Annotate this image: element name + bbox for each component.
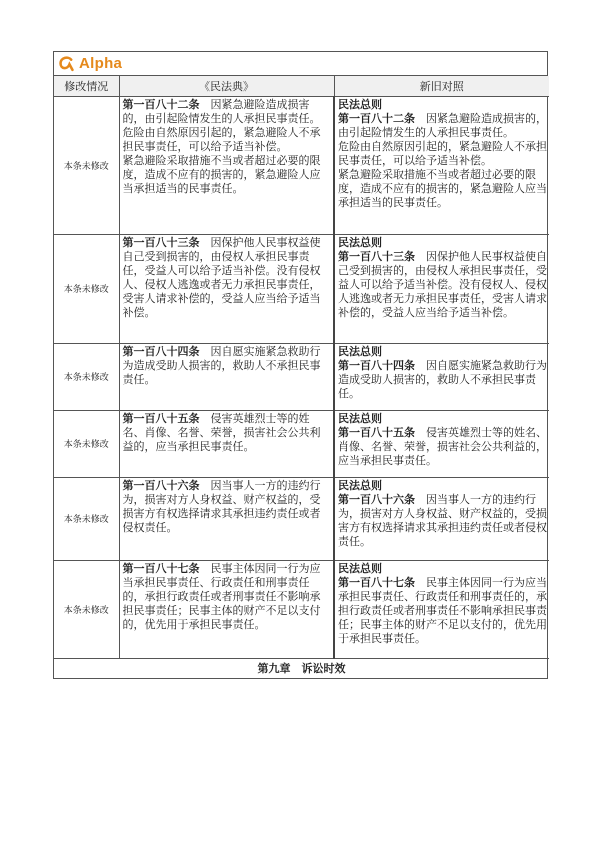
civil-code-cell <box>119 234 334 343</box>
document-frame <box>53 51 548 679</box>
source-law-label: 民法总则 <box>338 97 382 111</box>
table-row <box>54 410 549 477</box>
source-law-label: 民法总则 <box>338 561 382 575</box>
table-row <box>54 560 549 658</box>
brand-header <box>54 52 547 76</box>
table-row <box>54 96 549 234</box>
article-number: 第一百八十四条 <box>122 344 200 358</box>
article-text: 因保护他人民事权益使自己受到损害的，由侵权人承担民事责任，受益人可以给予适当补偿。没有侵权人、侵权人逃逸或者无力承担民事责任，受害人请求补偿的，受益人应当给予适当补偿。 <box>338 249 547 319</box>
article-text: 因紧急避险造成损害的，由引起险情发生的人承担民事责任。 危险由自然原因引起的，紧急避险人不承担民事责任，可以给予适当补偿。 紧急避险采取措施不当或者超过必要的限度，造成不应有的损害的，紧急避险人应当承担适当的民事责任。 <box>338 111 547 209</box>
status-cell <box>54 96 119 234</box>
chapter-row <box>54 658 549 678</box>
source-law-label: 民法总则 <box>338 478 382 492</box>
article-text: 因自愿实施紧急救助行为造成受助人损害的，救助人不承担民事责任。 <box>338 358 547 400</box>
status-text: 本条未修改 <box>63 440 109 450</box>
article-number: 第一百八十六条 <box>122 478 200 492</box>
article-text: 民事主体因同一行为应当承担民事责任、行政责任和刑事责任的，承担行政责任或者刑事责任不影响承担民事责任；民事主体的财产不足以支付的，优先用于承担民事责任。 <box>338 575 547 645</box>
article-text: 因紧急避险造成损害的，由引起险情发生的人承担民事责任。 危险由自然原因引起的，紧急避险人不承担民事责任，可以给予适当补偿。 紧急避险采取措施不当或者超过必要的限度，造成不应有的损害的，紧急避险人应当承担适当的民事责任。 <box>122 97 321 195</box>
status-text: 本条未修改 <box>63 373 109 383</box>
status-cell <box>54 234 119 343</box>
source-law-label: 民法总则 <box>338 344 382 358</box>
source-law-label: 民法总则 <box>338 411 382 425</box>
header-status: 修改情况 <box>54 76 119 96</box>
article-number: 第一百八十二条 <box>338 111 415 125</box>
status-cell <box>54 477 119 560</box>
brand-logo-text: Alpha <box>79 55 123 72</box>
civil-code-cell <box>119 343 334 410</box>
header-comparison: 新旧对照 <box>334 76 549 96</box>
table-row <box>54 343 549 410</box>
comparison-cell <box>334 560 549 658</box>
table-header-row <box>54 76 549 96</box>
article-text: 民事主体因同一行为应当承担民事责任、行政责任和刑事责任的，承担行政责任或者刑事责任不影响承担民事责任；民事主体的财产不足以支付的，优先用于承担民事责任。 <box>122 561 321 631</box>
status-cell <box>54 560 119 658</box>
article-text: 因当事人一方的违约行为，损害对方人身权益、财产权益的，受损害方有权选择请求其承担违约责任或者侵权责任。 <box>338 492 547 548</box>
article-number: 第一百八十二条 <box>122 97 200 111</box>
status-cell <box>54 410 119 477</box>
article-number: 第一百八十七条 <box>338 575 415 589</box>
article-number: 第一百八十五条 <box>338 425 415 439</box>
status-text: 本条未修改 <box>63 605 109 616</box>
status-cell <box>54 343 119 410</box>
comparison-cell <box>334 234 549 343</box>
table-row <box>54 477 549 560</box>
status-text: 本条未修改 <box>63 285 109 295</box>
civil-code-cell <box>119 410 334 477</box>
article-text: 侵害英雄烈士等的姓名、肖像、名誉、荣誉，损害社会公共利益的，应当承担民事责任。 <box>122 411 321 453</box>
article-text: 因当事人一方的违约行为，损害对方人身权益、财产权益的，受损害方有权选择请求其承担违约责任或者侵权责任。 <box>122 478 321 534</box>
article-text: 侵害英雄烈士等的姓名、肖像、名誉、荣誉，损害社会公共利益的，应当承担民事责任。 <box>338 425 547 467</box>
article-text: 因保护他人民事权益使自己受到损害的，由侵权人承担民事责任，受益人可以给予适当补偿。没有侵权人、侵权人逃逸或者无力承担民事责任，受害人请求补偿的，受益人应当给予适当补偿。 <box>122 235 321 319</box>
table-row <box>54 234 549 343</box>
comparison-cell <box>334 343 549 410</box>
article-number: 第一百八十五条 <box>122 411 200 425</box>
civil-code-cell <box>119 477 334 560</box>
status-text: 本条未修改 <box>63 515 109 525</box>
article-number: 第一百八十三条 <box>122 235 200 249</box>
civil-code-cell <box>119 560 334 658</box>
status-text: 本条未修改 <box>63 161 109 172</box>
article-number: 第一百八十四条 <box>338 358 415 372</box>
article-number: 第一百八十三条 <box>338 249 415 263</box>
comparison-cell <box>334 96 549 234</box>
comparison-cell <box>334 477 549 560</box>
header-civil-code: 《民法典》 <box>119 76 334 96</box>
civil-code-cell <box>119 96 334 234</box>
article-number: 第一百八十六条 <box>338 492 415 506</box>
article-text: 因自愿实施紧急救助行为造成受助人损害的，救助人不承担民事责任。 <box>122 344 321 386</box>
article-number: 第一百八十七条 <box>122 561 200 575</box>
alpha-logo-icon <box>58 55 75 72</box>
chapter-title: 第九章 诉讼时效 <box>54 658 549 678</box>
source-law-label: 民法总则 <box>338 235 382 249</box>
comparison-table <box>54 76 549 678</box>
comparison-cell <box>334 410 549 477</box>
